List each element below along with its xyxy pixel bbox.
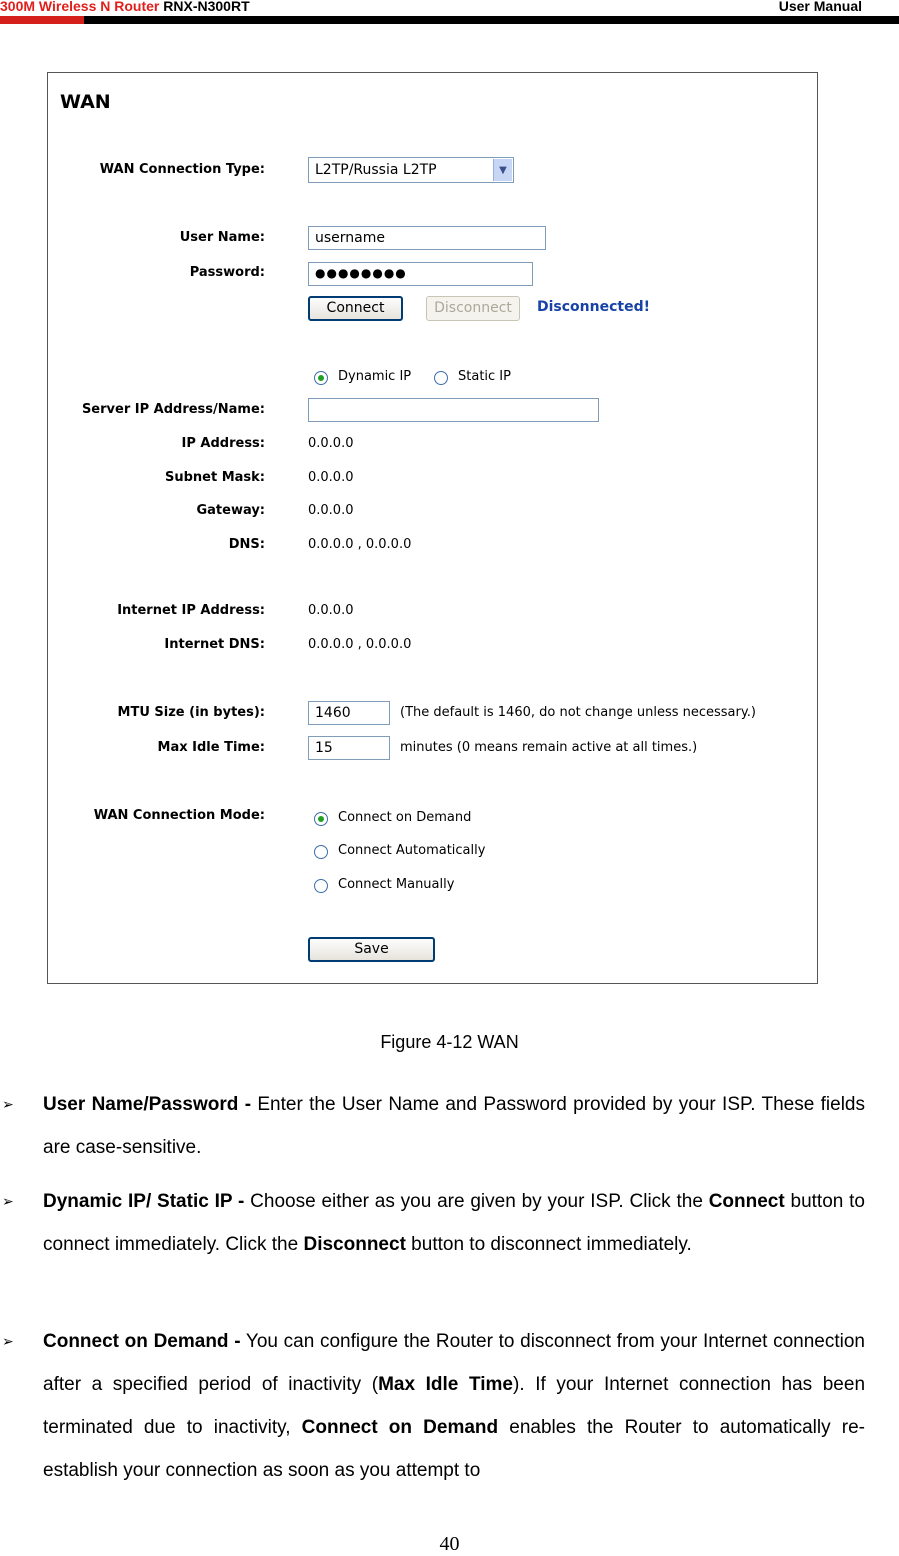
internet-dns-label: Internet DNS: [164,637,265,652]
password-input[interactable]: ●●●●●●●● [308,262,533,286]
connection-status: Disconnected! [537,299,650,315]
ip-value: 0.0.0.0 [308,436,354,451]
password-label: Password: [189,265,265,280]
arrow-bullet-icon: ➢ [2,1333,14,1349]
mtu-input[interactable]: 1460 [308,701,390,725]
subnet-label: Subnet Mask: [164,470,265,485]
figure-caption: Figure 4-12 WAN [380,1032,519,1052]
server-input[interactable] [308,398,599,422]
bullet-text: button to disconnect immediately. [405,1234,692,1255]
bullet-dynamic-static [2,1180,865,1266]
bullet-term: Max Idle Time [378,1374,513,1395]
internet-ip-value: 0.0.0.0 [308,603,354,618]
header-bar-red [0,16,84,24]
bullet-term: Disconnect [303,1234,406,1255]
connect-automatically-radio[interactable] [314,845,328,859]
wan-settings-screenshot [47,72,818,984]
bullet-term: Connect on Demand [301,1417,499,1438]
username-label: User Name: [179,230,265,245]
connect-manually-radio[interactable] [314,879,328,893]
connect-manually-label: Connect Manually [338,877,455,892]
bullet-connect-on-demand [2,1320,866,1492]
header-product: 300M Wireless N Router [0,0,160,14]
dynamic-ip-radio[interactable] [314,371,328,385]
bullet-text: Choose either as you are given by your ISP. Click the [244,1191,709,1212]
disconnect-button[interactable]: Disconnect [426,296,520,321]
connection-type-label: WAN Connection Type: [99,162,265,177]
connect-on-demand-radio[interactable] [314,812,328,826]
connection-type-value: L2TP/Russia L2TP [315,162,437,178]
bullet-text: button to connect immediately. Click the [43,1191,865,1255]
bullet-text: ). If your Internet connection has been terminated due to inactivity, [43,1374,866,1438]
header-manual: User Manual [778,0,862,14]
bullet-term: Dynamic IP/ Static IP - [43,1191,245,1212]
username-input[interactable]: username [308,226,546,250]
bullet-text: You can configure the Router to disconnect from your Internet connection after a specified period of inactivity ( [43,1331,866,1395]
bullet-term: User Name/Password - [43,1094,252,1115]
static-ip-label: Static IP [458,369,511,384]
bullet-username-password [2,1083,866,1169]
ip-label: IP Address: [181,436,265,451]
dns-value: 0.0.0.0 , 0.0.0.0 [308,537,412,552]
arrow-bullet-icon: ➢ [2,1096,14,1112]
idle-label: Max Idle Time: [157,740,265,755]
header-model: RNX-N300RT [163,0,250,14]
dynamic-ip-label: Dynamic IP [338,369,412,384]
page-number: 40 [439,1533,460,1555]
gateway-value: 0.0.0.0 [308,503,354,518]
page-header [0,0,899,26]
bullet-text: enables the Router to automatically re-establish your connection as soon as you attempt to [43,1417,866,1481]
connect-on-demand-label: Connect on Demand [338,810,472,825]
dns-label: DNS: [228,537,265,552]
server-label: Server IP Address/Name: [81,402,265,417]
bullet-text: Enter the User Name and Password provided by your ISP. These fields are case-sensitive. [43,1094,866,1158]
subnet-value: 0.0.0.0 [308,470,354,485]
bullet-term: Connect on Demand - [43,1331,241,1352]
internet-ip-label: Internet IP Address: [117,603,265,618]
header-title [0,0,250,14]
mtu-note: (The default is 1460, do not change unless necessary.) [400,705,756,720]
connect-button[interactable]: Connect [308,296,403,321]
header-bar-black [84,16,899,24]
connection-type-select[interactable] [308,157,514,183]
idle-input[interactable]: 15 [308,736,390,760]
gateway-label: Gateway: [196,503,265,518]
static-ip-radio[interactable] [434,371,448,385]
mtu-label: MTU Size (in bytes): [117,705,265,720]
idle-note: minutes (0 means remain active at all times.) [400,740,698,755]
save-button[interactable]: Save [308,937,435,962]
internet-dns-value: 0.0.0.0 , 0.0.0.0 [308,637,412,652]
connect-automatically-label: Connect Automatically [338,843,486,858]
chevron-down-icon[interactable]: ▼ [493,159,512,181]
wan-title: WAN [60,91,111,113]
arrow-bullet-icon: ➢ [2,1193,14,1209]
mode-label: WAN Connection Mode: [93,808,265,823]
bullet-term: Connect [708,1191,785,1212]
